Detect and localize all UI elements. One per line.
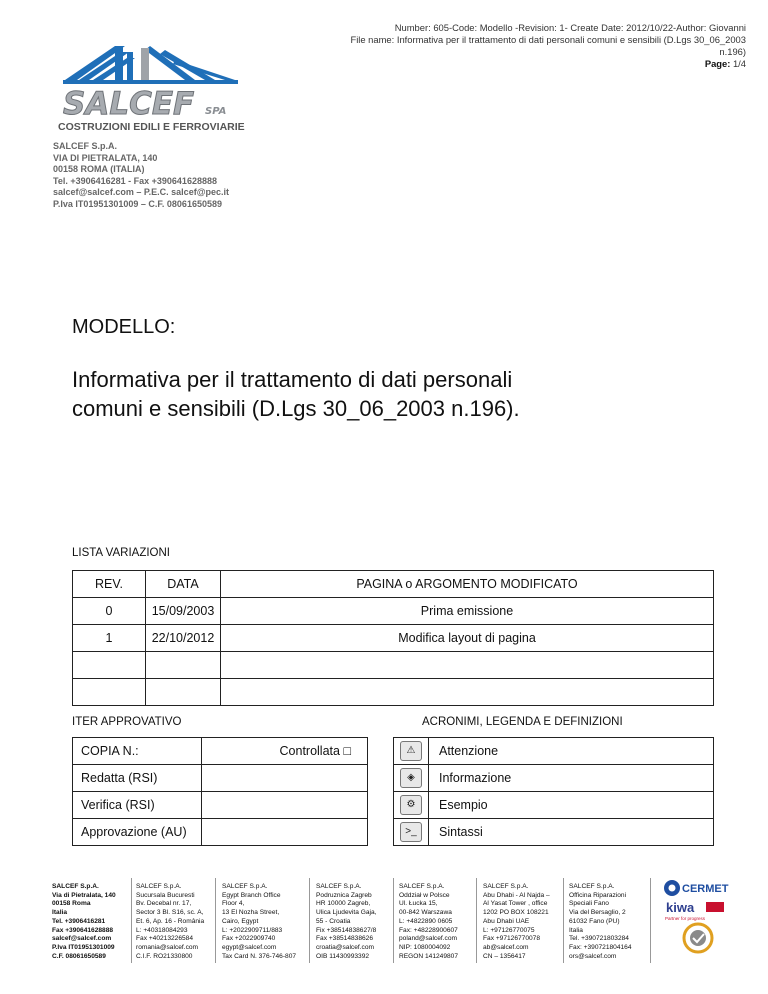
footer-line: Fax +40213226584 [136, 935, 194, 943]
company-line: P.Iva IT01951301009 – C.F. 08061650589 [53, 198, 222, 209]
gear-icon: ⚙ [400, 795, 422, 815]
footer-line: Abu Dhabi - Al Najda – [483, 891, 550, 899]
header-rev: REV. [73, 571, 146, 598]
kiwa-tagline: Partner for progress [665, 916, 706, 921]
terminal-icon: >_ [400, 822, 422, 842]
verifica-label: Verifica (RSI) [73, 792, 202, 819]
legend-text: Sintassi [429, 819, 714, 846]
logo-suffix: SPA [205, 106, 227, 117]
document-title [72, 365, 632, 423]
cell-argomento [221, 652, 714, 679]
table-row [73, 679, 714, 706]
logo-tagline: COSTRUZIONI EDILI E FERROVIARIE [58, 121, 245, 133]
title-line-1: Informativa per il trattamento di dati personali [72, 367, 513, 392]
footer-line: ab@salcef.com [483, 943, 529, 951]
footer-line: Ulica Ljudevita Gaja, [316, 909, 377, 917]
footer-line: HR 10000 Zagreb, [316, 900, 371, 908]
footer-line: Via del Bersaglio, 2 [569, 909, 626, 917]
footer-line: C.I.F. RO21330800 [136, 952, 193, 960]
table-row [394, 819, 714, 846]
cell-data: 22/10/2012 [146, 625, 221, 652]
table-row [73, 792, 368, 819]
footer-line: L: +40318084293 [136, 926, 188, 934]
cell-data [146, 652, 221, 679]
footer-line: Tel. +3906416281 [52, 917, 106, 925]
footer-line: 1202 PO BOX 108221 [483, 909, 549, 917]
variations-table [72, 570, 714, 706]
footer-line: L: +2022909711/883 [222, 926, 283, 934]
copia-row [73, 738, 368, 765]
footer-line: SALCEF S.p.A. [483, 883, 529, 890]
footer-divider [131, 878, 132, 963]
table-row [73, 819, 368, 846]
footer-line: Fax +2022909740 [222, 935, 276, 943]
salcef-logo [55, 40, 255, 135]
footer-line: P.Iva IT01951301009 [52, 943, 115, 951]
footer-line: Cairo, Egypt [222, 917, 259, 925]
logo-brand: SALCEF [63, 86, 195, 122]
footer-line: CN – 1356417 [483, 952, 526, 960]
redatta-label: Redatta (RSI) [73, 765, 202, 792]
footer-divider [215, 878, 216, 963]
footer-divider [650, 878, 651, 963]
approvazione-label: Approvazione (AU) [73, 819, 202, 846]
footer-line: Tel. +390721803284 [569, 935, 629, 943]
footer-line: Fax +38514838626 [316, 935, 374, 943]
footer-line: OIB 11430993392 [316, 952, 370, 960]
footer-line: Sector 3 Bl. S16, sc. A, [136, 909, 204, 917]
footer-line: Oddział w Polsce [399, 891, 450, 899]
copia-label: COPIA N.: [73, 738, 202, 765]
meta-line-1: Number: 605-Code: Modello -Revision: 1- Create Date: 2012/10/22-Author: Giovanni [394, 22, 746, 33]
legend-text: Informazione [429, 765, 714, 792]
redatta-value[interactable] [202, 765, 368, 792]
verifica-value[interactable] [202, 792, 368, 819]
approvazione-value[interactable] [202, 819, 368, 846]
header-data: DATA [146, 571, 221, 598]
header-argomento: PAGINA o ARGOMENTO MODIFICATO [221, 571, 714, 598]
footer-line: Bv. Decebal nr. 17, [136, 900, 192, 908]
footer-line: Italia [52, 909, 68, 917]
footer-line: SALCEF S.p.A. [569, 883, 615, 890]
table-row [73, 625, 714, 652]
variations-label: LISTA VARIAZIONI [72, 547, 170, 559]
footer-divider [393, 878, 394, 963]
footer-line: Fax +97126770078 [483, 935, 541, 943]
footer-line: croatia@salcef.com [316, 943, 374, 951]
cell-data [146, 679, 221, 706]
footer-office-abudhabi [483, 883, 550, 961]
footer-line: 00-842 Warszawa [399, 909, 452, 917]
acronimi-table [393, 737, 714, 846]
footer-line: Fix +38514838627/8 [316, 926, 377, 934]
cermet-logo: CERMET [682, 883, 729, 895]
controllata-checkbox[interactable]: Controllata □ [202, 738, 368, 765]
document-meta [306, 22, 746, 70]
footer-line: SALCEF S.p.A. [316, 883, 362, 890]
footer-line: 55 - Croatia [316, 917, 351, 925]
cell-rev: 0 [73, 598, 146, 625]
footer-line: Podruznica Zagreb [316, 891, 372, 899]
footer-line: SALCEF S.p.A. [222, 883, 268, 890]
footer-line: Tax Card N. 376-746-807 [222, 952, 297, 960]
footer-line: Italia [569, 926, 583, 934]
footer-line: C.F. 08061650589 [52, 952, 106, 960]
cell-rev [73, 679, 146, 706]
footer-line: Speciali Fano [569, 900, 609, 908]
footer-line: SALCEF S.p.A. [136, 883, 182, 890]
footer-office-croatia [316, 883, 376, 961]
footer-line: L: +4822890 0605 [399, 917, 453, 925]
footer-line: salcef@salcef.com [52, 935, 112, 943]
company-line: VIA DI PIETRALATA, 140 [53, 152, 158, 163]
table-row [73, 598, 714, 625]
footer-line: Officina Riparazioni [569, 891, 627, 899]
page-label: Page: [704, 58, 731, 69]
footer-line: Ul. Łucka 15, [399, 900, 438, 908]
footer-line: Floor 4, [222, 900, 245, 908]
footer-line: Fax +390641628888 [52, 926, 114, 934]
footer-line: REGON 141249807 [399, 952, 459, 960]
legend-text: Esempio [429, 792, 714, 819]
footer-divider [309, 878, 310, 963]
page-indicator [306, 58, 746, 70]
info-icon: ◈ [400, 768, 422, 788]
footer-line: Sucursala Bucuresti [136, 891, 195, 899]
footer-divider [476, 878, 477, 963]
company-line: Tel. +3906416281 - Fax +390641628888 [53, 175, 217, 186]
legend-text: Attenzione [429, 738, 714, 765]
table-row [73, 652, 714, 679]
cell-data: 15/09/2003 [146, 598, 221, 625]
footer-line: egypt@salcef.com [222, 943, 277, 951]
iter-table [72, 737, 368, 846]
meta-line-3: n.196) [719, 46, 746, 57]
page-value: 1/4 [732, 58, 746, 69]
cell-rev: 1 [73, 625, 146, 652]
footer-line: Egypt Branch Office [222, 891, 281, 899]
footer-line: SALCEF S.p.A. [399, 883, 445, 890]
cell-argomento [221, 679, 714, 706]
table-row [73, 765, 368, 792]
footer-line: Fax: +48228900607 [399, 926, 458, 934]
modello-label: MODELLO: [72, 316, 176, 338]
footer-line: 13 El Nozha Street, [222, 909, 280, 917]
cert-graphic [660, 878, 730, 963]
meta-line-2: File name: Informativa per il trattamento di dati personali comuni e sensibili (D.Lgs 30_06_2003 [350, 34, 746, 45]
footer-line: NIP: 1080004092 [399, 943, 451, 951]
table-row [394, 792, 714, 819]
table-header-row [73, 571, 714, 598]
company-line: salcef@salcef.com – P.E.C. salcef@pec.it [53, 187, 229, 197]
footer-line: L: +97126770075 [483, 926, 535, 934]
title-line-2: comuni e sensibili (D.Lgs 30_06_2003 n.196). [72, 396, 520, 421]
company-line: SALCEF S.p.A. [53, 141, 118, 151]
footer-line: Abu Dhabi UAE [483, 917, 530, 925]
footer-line: 00158 Roma [52, 900, 91, 908]
footer-office-rome [52, 883, 116, 961]
footer-line: Via di Pietralata, 140 [52, 891, 116, 899]
footer-line: SALCEF S.p.A. [52, 883, 99, 890]
cell-rev [73, 652, 146, 679]
footer-line: ors@salcef.com [569, 952, 617, 960]
footer-office-fano [569, 883, 632, 961]
acronimi-label: ACRONIMI, LEGENDA E DEFINIZIONI [422, 716, 623, 728]
footer-office-poland [399, 883, 458, 961]
kiwa-logo: kiwa [666, 900, 695, 915]
company-line: 00158 ROMA (ITALIA) [53, 164, 145, 174]
cell-argomento: Modifica layout di pagina [221, 625, 714, 652]
footer-office-egypt [222, 883, 296, 961]
table-row [394, 738, 714, 765]
certification-logos [660, 878, 730, 963]
table-row [394, 765, 714, 792]
warning-icon: ⚠ [400, 741, 422, 761]
footer-line: poland@salcef.com [399, 935, 458, 943]
footer-line: Fax: +390721804164 [569, 943, 632, 951]
company-address [53, 141, 229, 210]
footer-office-romania [136, 883, 204, 961]
cell-argomento: Prima emissione [221, 598, 714, 625]
footer-line: 61032 Fano (PU) [569, 917, 620, 925]
footer-divider [563, 878, 564, 963]
logo-graphic [55, 40, 255, 135]
iter-label: ITER APPROVATIVO [72, 716, 182, 728]
footer-line: Al Yasat Tower , office [483, 900, 548, 908]
footer-line: romania@salcef.com [136, 943, 199, 951]
footer-line: Et. 6, Ap. 16 - România [136, 917, 205, 925]
